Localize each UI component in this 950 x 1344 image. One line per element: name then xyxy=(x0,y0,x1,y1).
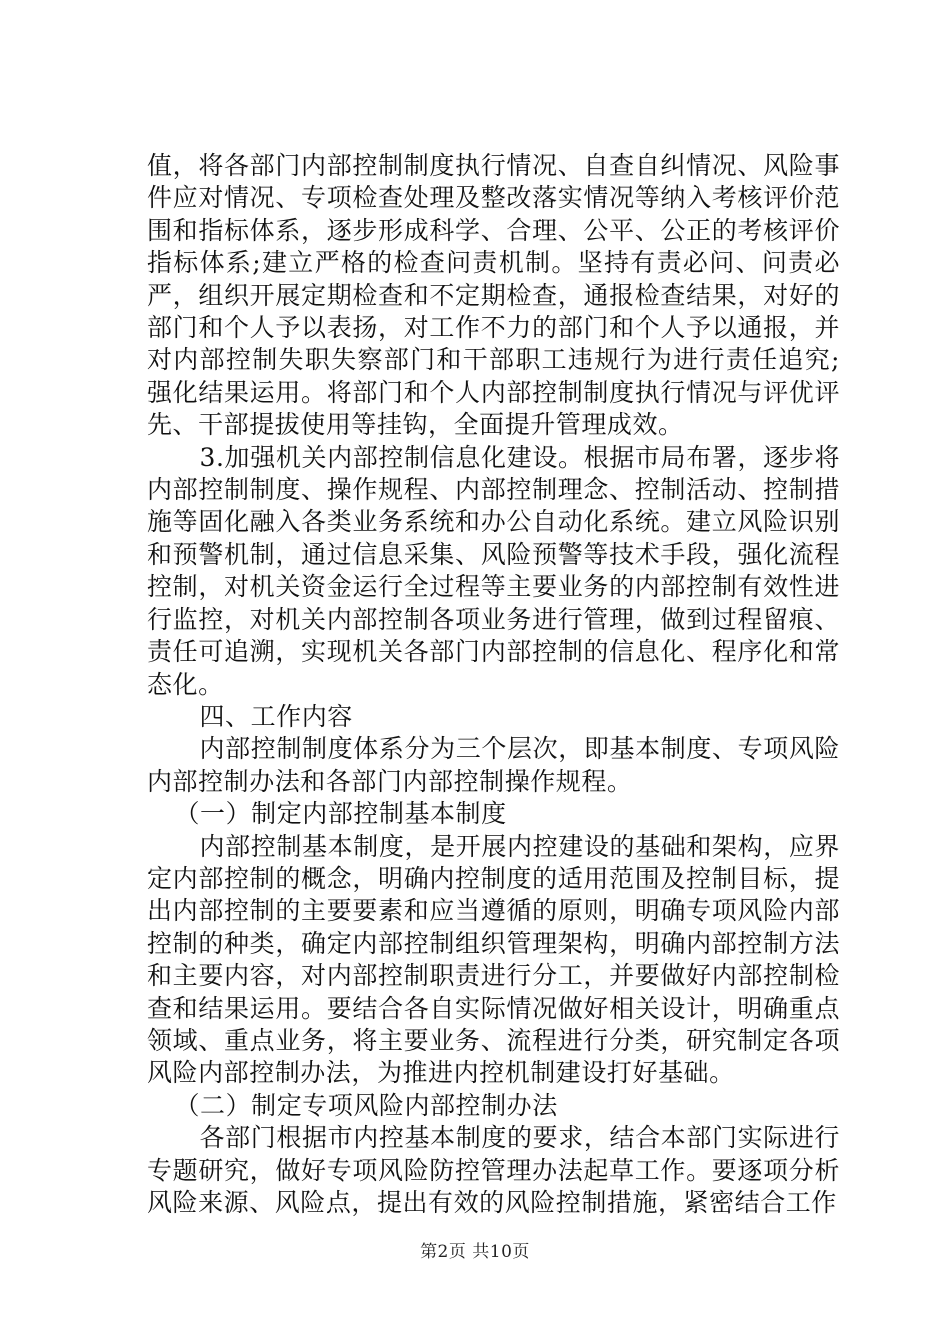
paragraph-system-levels: 内部控制制度体系分为三个层次，即基本制度、专项风险内部控制办法和各部门内部控制操作规程。 xyxy=(147,734,840,796)
page-number-footer: 第2页 共10页 xyxy=(420,1242,530,1262)
paragraph-basic-system: 内部控制基本制度，是开展内控建设的基础和架构，应界定内部控制的概念，明确内控制度的适用范围及控制目标，提出内部控制的主要要素和应当遵循的原则，明确专项风险内部控制的种类，确定内部控制组织管理架构，明确内部控制方法和主要内容，对内部控制职责进行分工，并要做好内部控制检查和结果运用。要结合各自实际情况做好相关设计，明确重点领域、重点业务，将主要业务、流程进行分类，研究制定各项风险内部控制办法，为推进内控机制建设打好基础。 xyxy=(147,831,840,1088)
paragraph-special-risk: 各部门根据市内控基本制度的要求，结合本部门实际进行专题研究，做好专项风险防控管理办法起草工作。要逐项分析风险来源、风险点，提出有效的风险控制措施，紧密结合工作 xyxy=(147,1123,840,1217)
subheading-basic-system: （一）制定内部控制基本制度 xyxy=(174,799,507,829)
paragraph-evaluation: 值，将各部门内部控制制度执行情况、自查自纠情况、风险事件应对情况、专项检查处理及整改落实情况等纳入考核评价范围和指标体系，逐步形成科学、合理、公平、公正的考核评价指标体系;建立严格的检查问责机制。坚持有责必问、问责必严，组织开展定期检查和不定期检查，通报检查结果，对好的部门和个人予以表扬，对工作不力的部门和个人予以通报，并对内部控制失职失察部门和干部职工违规行为进行责任追究;强化结果运用。将部门和个人内部控制制度执行情况与评优评先、干部提拔使用等挂钩，全面提升管理成效。 xyxy=(147,151,840,440)
document-body xyxy=(147,150,840,1219)
section-heading-work-content: 四、工作内容 xyxy=(199,701,353,731)
subheading-special-risk: （二）制定专项风险内部控制办法 xyxy=(174,1090,558,1120)
paragraph-informatization: 3.加强机关内部控制信息化建设。根据市局布署，逐步将内部控制制度、操作规程、内部控制理念、控制活动、控制措施等固化融入各类业务系统和办公自动化系统。建立风险识别和预警机制，通过信息采集、风险预警等技术手段，强化流程控制，对机关资金运行全过程等主要业务的内部控制有效性进行监控，对机关内部控制各项业务进行管理，做到过程留痕、责任可追溯，实现机关各部门内部控制的信息化、程序化和常态化。 xyxy=(147,442,840,699)
